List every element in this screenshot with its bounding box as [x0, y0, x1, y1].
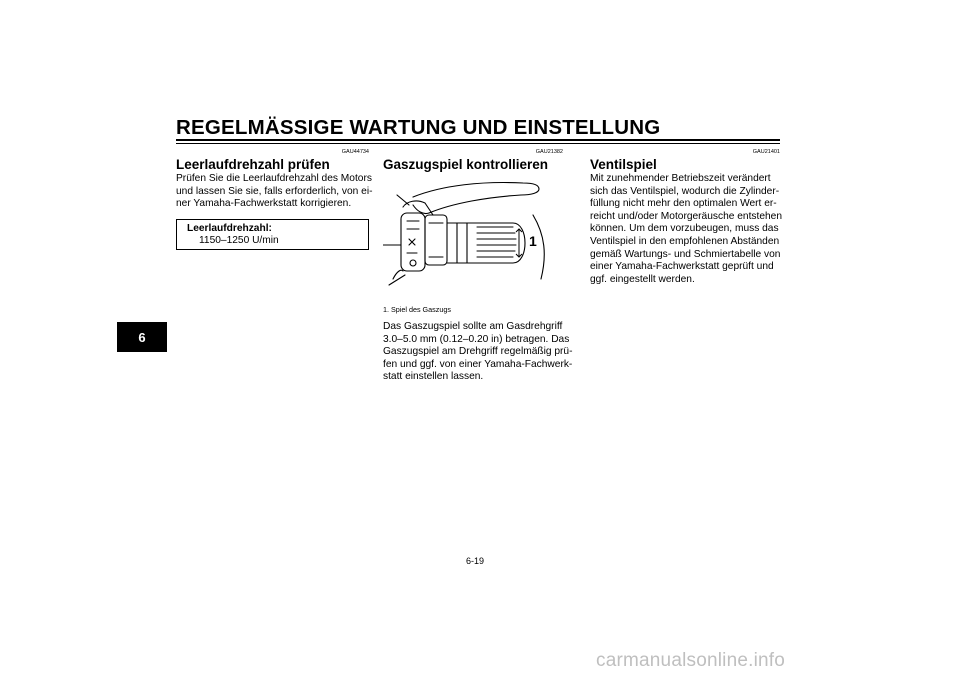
text-line: einer Yamaha-Fachwerkstatt geprüft und — [590, 261, 774, 273]
section-heading-throttle-cable: Gaszugspiel kontrollieren — [383, 157, 549, 172]
text-line: reicht und/oder Motorgeräusche entstehen — [590, 210, 782, 222]
section-body-throttle-cable — [383, 321, 573, 384]
section-code: GAU21382 — [535, 149, 563, 155]
spec-box — [176, 219, 369, 250]
text-line: Gaszugspiel am Drehgriff regelmäßig prü- — [383, 346, 573, 358]
text-line: Mit zunehmender Betriebszeit verändert — [590, 173, 771, 184]
text-line: sich das Ventilspiel, wodurch die Zylinder- — [590, 185, 780, 197]
text-line: füllung nicht mehr den optimalen Wert er- — [590, 198, 777, 210]
section-code: GAU21401 — [752, 149, 780, 155]
spec-label: Leerlaufdrehzahl: — [187, 223, 272, 234]
section-heading-idle-speed: Leerlaufdrehzahl prüfen — [176, 157, 330, 172]
text-line: fen und ggf. von einer Yamaha-Fachwerk- — [383, 358, 573, 370]
header-rule-thin — [176, 143, 780, 144]
section-body-idle-speed — [176, 173, 373, 211]
text-line: 3.0–5.0 mm (0.12–0.20 in) betragen. Das — [383, 333, 570, 345]
text-line: und lassen Sie sie, falls erforderlich, von ei- — [176, 185, 373, 197]
spec-value: 1150–1250 U/min — [199, 235, 279, 247]
text-line: Ventilspiel in den empfohlenen Abständen — [590, 235, 780, 247]
header-rule — [176, 139, 780, 141]
section-code: GAU44734 — [341, 149, 369, 155]
text-line: gemäß Wartungs- und Schmiertabelle von — [590, 248, 781, 260]
section-heading-valve-clearance: Ventilspiel — [590, 157, 657, 172]
text-line: ner Yamaha-Fachwerkstatt korrigieren. — [176, 198, 352, 210]
text-line: ggf. eingestellt werden. — [590, 273, 695, 285]
figure-callout-1: 1 — [529, 233, 537, 249]
throttle-grip-figure — [383, 175, 563, 297]
figure-caption: 1. Spiel des Gaszugs — [383, 305, 451, 314]
text-line: statt einstellen lassen. — [383, 371, 484, 383]
text-line: können. Um dem vorzubeugen, muss das — [590, 223, 779, 235]
text-line: Das Gaszugspiel sollte am Gasdrehgriff — [383, 321, 563, 332]
text-line: Prüfen Sie die Leerlaufdrehzahl des Motors — [176, 173, 372, 184]
section-body-valve-clearance — [590, 173, 782, 286]
page-title: REGELMÄSSIGE WARTUNG UND EINSTELLUNG — [176, 116, 661, 139]
chapter-tab: 6 — [117, 322, 167, 352]
page-number: 6-19 — [466, 556, 485, 566]
watermark: carmanualsonline.info — [596, 650, 786, 671]
